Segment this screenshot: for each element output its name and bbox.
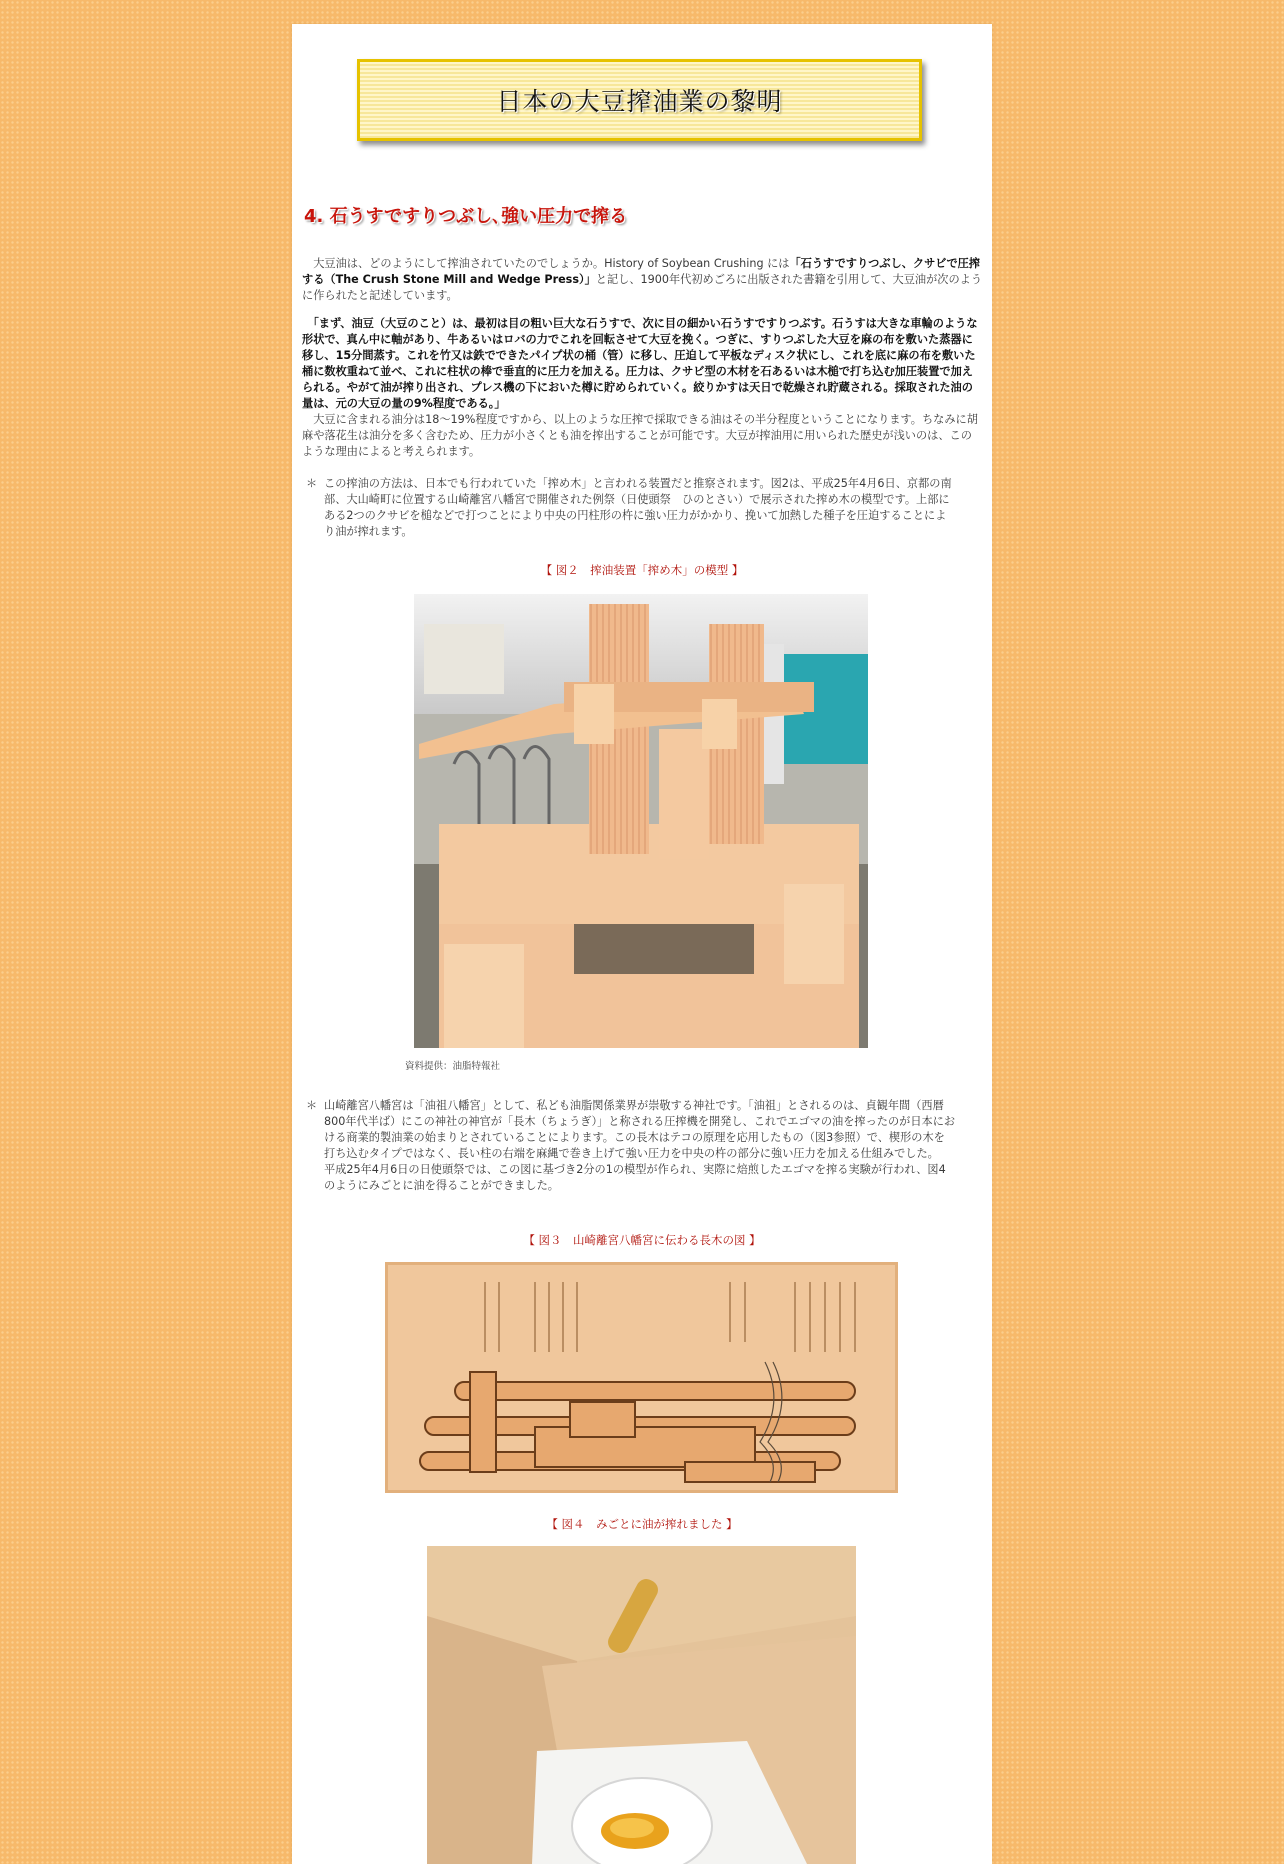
page-title: 日本の大豆搾油業の黎明	[496, 87, 783, 116]
title-banner	[357, 59, 922, 141]
note-2	[306, 1098, 956, 1194]
content-page	[292, 24, 992, 1864]
note-1	[306, 476, 956, 540]
fig2-photo	[414, 594, 868, 1048]
after-quote-text: 大豆に含まれる油分は18〜19%程度ですから、以上のような圧搾で採取できる油はその半分程度ということになります。ちなみに胡麻や落花生は油分を多く含むため、圧力が小さくとも油を搾出することが可能です。大豆が搾油用に用いられた歴史が浅いのは、このような理由によると考えられます。	[302, 413, 978, 458]
fig4-caption: 【 図４ みごとに油が搾れました 】	[546, 1517, 738, 1531]
fig4-photo	[427, 1546, 856, 1864]
intro-text-1: 大豆油は、どのようにして搾油されていたのでしょうか。History of Soybean Crushing には	[313, 257, 790, 270]
after-quote-paragraph	[302, 412, 982, 460]
note-1-text: この搾油の方法は、日本でも行われていた「搾め木」と言われる装置だと推察されます。図2は、平成25年4月6日、京都の南部、大山崎町に位置する山崎離宮八幡宮で開催された例祭（日使頭祭 ひのとさい）で展示された搾め木の模型です。上部にある2つのクサビを槌などで打つことにより中央の円柱形の杵に強い圧力がかかり、挽いて加熱した種子を圧迫することにより油が搾れます。	[324, 477, 952, 538]
intro-text-2: と記し、1900年代初めごろに出版された書籍を引用して、大豆油が次のように作られたと記述しています。	[302, 273, 983, 302]
intro-bold-quote: 「石うすですりつぶし、クサビで圧搾する（The Crush Stone Mill and Wedge Press）」	[302, 257, 981, 286]
quote-text: 「まず、油豆（大豆のこと）は、最初は目の粗い巨大な石うすで、次に目の細かい石うすですりつぶす。石うすは大きな車輪のような形状で、真ん中に軸があり、牛あるいはロバの力でこれを回転させて大豆を挽く。つぎに、すりつぶした大豆を麻の布を敷いた蒸器に移し、15分間蒸す。これを竹又は鉄でできたパイプ状の桶（管）に移し、圧迫して平板なディスク状にし、これを底に麻の布を敷いた桶に数枚重ねて並べ、これに柱状の棒で垂直的に圧力を加える。圧力は、クサビ型の木材を石あるいは木槌で打ち込む加圧装置で加えられる。やがて油が搾り出され、プレス機の下においた樽に貯められていく。絞りかすは天日で乾燥され貯蔵される。採取された油の量は、元の大豆の量の9%程度である。」	[302, 317, 978, 410]
section-heading: 4. 石うすですりつぶし､強い圧力で搾る	[304, 206, 628, 227]
fig2-credit: 資料提供：油脂特報社	[405, 1061, 501, 1072]
note-2-text: 山崎離宮八幡宮は「油祖八幡宮」として、私ども油脂関係業界が崇敬する神社です。「油祖」とされるのは、貞観年間（西暦800年代半ば）にこの神社の神官が「長木（ちょうぎ）」と称される圧搾機を開発し、これでエゴマの油を搾ったのが日本における商業的製油業の始まりとされていることによります。この長木はテコの原理を応用したもの（図3参照）で、楔形の木を打ち込むタイプではなく、長い柱の右端を麻縄で巻き上げて強い圧力を中央の杵の部分に強い圧力を加える仕組みでした。	[324, 1099, 956, 1160]
intro-paragraph	[302, 256, 982, 304]
quote-paragraph	[302, 316, 982, 412]
fig3-photo	[385, 1262, 898, 1493]
fig2-caption: 【 図２ 搾油装置「搾め木」の模型 】	[540, 563, 744, 577]
note-2-text-2: 平成25年4月6日の日使頭祭では、この図に基づき2分の1の模型が作られ、実際に焙煎したエゴマを搾る実験が行われ、図4のようにみごとに油を得ることができました。	[324, 1163, 946, 1192]
note-2-mark: ＊	[306, 1099, 318, 1112]
fig3-caption: 【 図３ 山崎離宮八幡宮に伝わる長木の図 】	[523, 1233, 761, 1247]
note-1-mark: ＊	[306, 477, 318, 490]
